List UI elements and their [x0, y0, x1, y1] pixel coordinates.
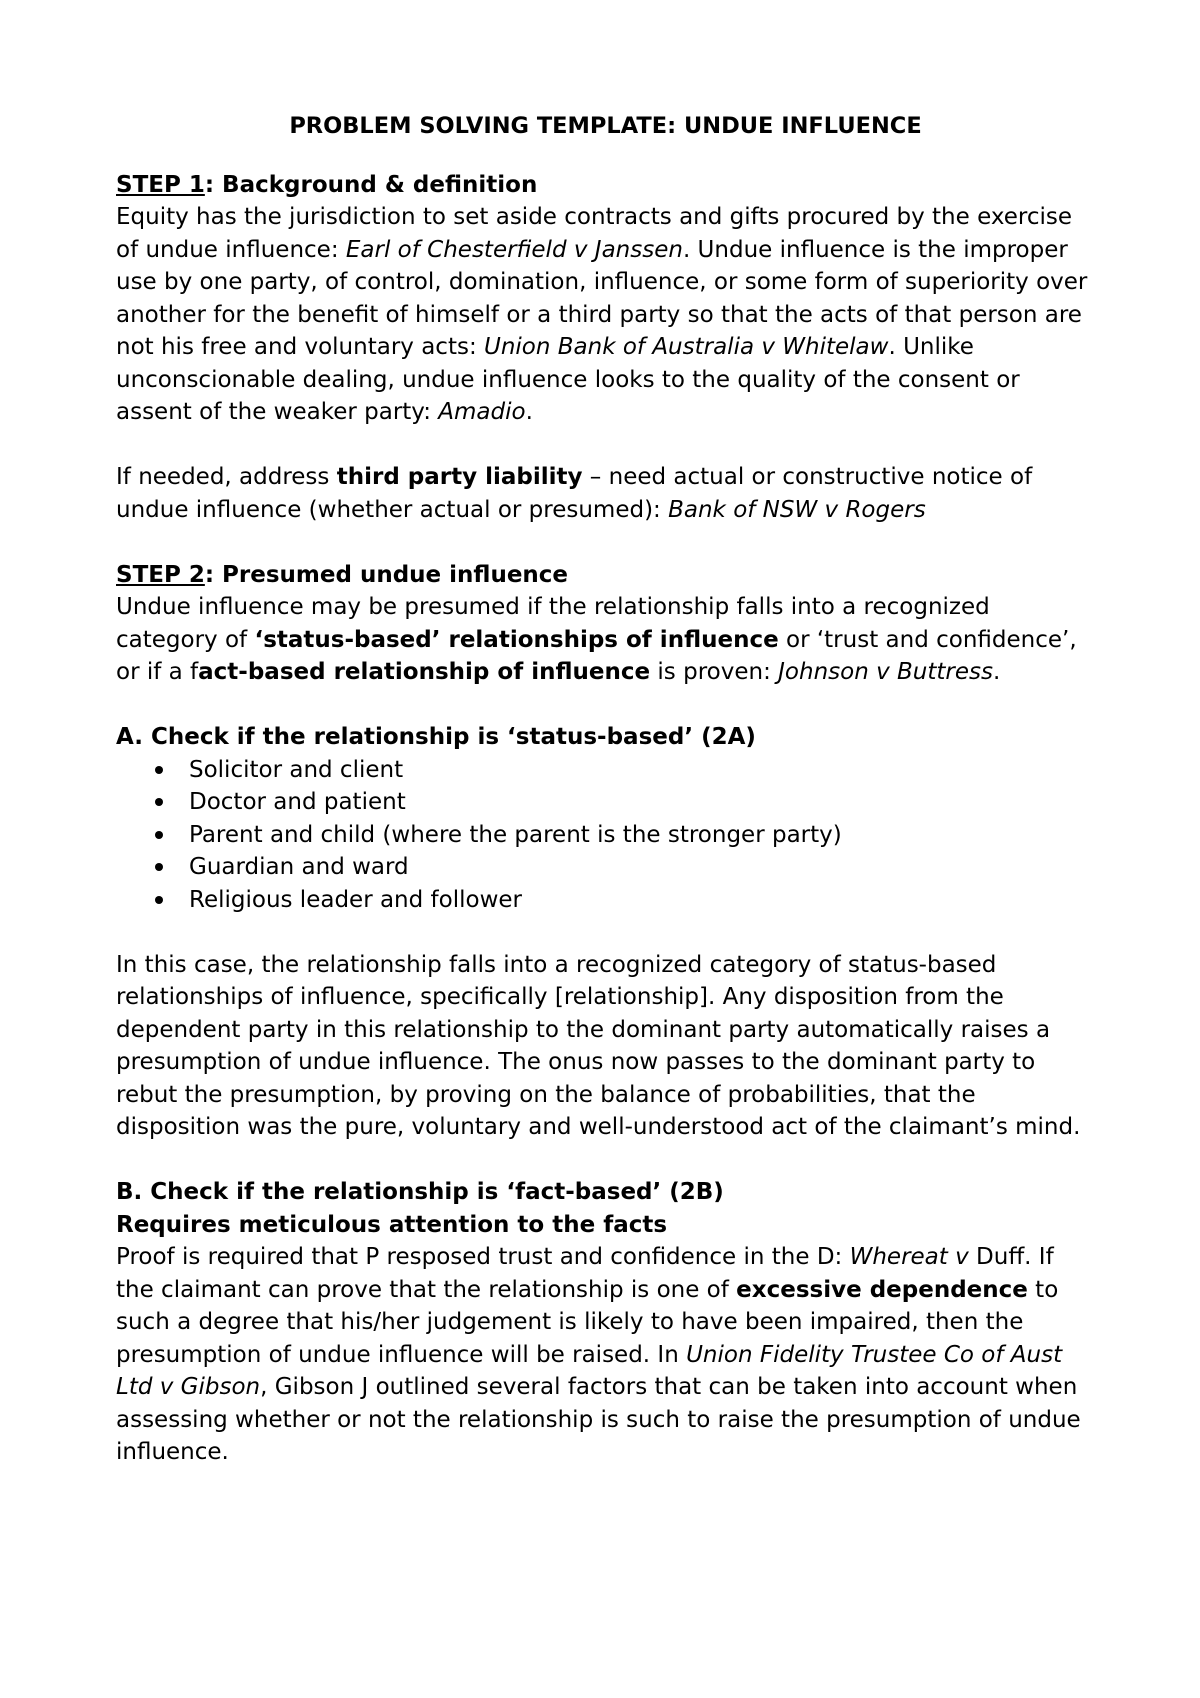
text-run: Proof is required that P resposed trust and confidence in the D:	[116, 1244, 850, 1270]
step2-heading-text: : Presumed undue influence	[204, 561, 569, 588]
text-run: , Gibson J outlined several factors that can be taken into account when assessing whether or not the relationship is such to raise the presumption of undue influence.	[116, 1374, 1081, 1465]
section-b-paragraph	[116, 1241, 1095, 1469]
list-item: Guardian and ward	[116, 851, 1095, 884]
text-run: Duff. If the claimant can prove that the relationship is one of	[116, 1244, 1054, 1303]
text-run: . Undue influence is the improper use by one party, of control, domination, influence, or some form of superiority over another for the benefit of himself or a third party so that the acts of that person are not his free and voluntary acts:	[116, 236, 1088, 360]
step2-label: STEP 2	[116, 561, 205, 588]
section-b-heading	[116, 1176, 1095, 1209]
list-item: Solicitor and client	[116, 754, 1095, 787]
step1-label: STEP 1	[116, 171, 205, 198]
bold-term: third party liability	[336, 464, 583, 490]
section-b-subheading-text: Requires meticulous attention to the facts	[116, 1211, 668, 1238]
text-run: is proven:	[650, 659, 779, 685]
text-run: .	[992, 659, 1001, 685]
list-item: Doctor and patient	[116, 786, 1095, 819]
step1-definition-paragraph	[116, 201, 1095, 429]
third-party-paragraph	[116, 461, 1095, 526]
spacer	[116, 916, 1095, 949]
text-run: Undue influence may be presumed if the relationship falls into a recognized category of	[116, 594, 990, 653]
spacer	[116, 689, 1095, 722]
section-b-subheading	[116, 1209, 1095, 1242]
case-citation: Amadio	[438, 399, 526, 425]
text-run: .	[525, 399, 533, 425]
step1-heading-text: : Background & definition	[204, 171, 538, 198]
status-based-list	[116, 754, 1095, 917]
spacer	[116, 526, 1095, 559]
case-citation: Earl of Chesterfield v Janssen	[345, 236, 683, 263]
bold-term: excessive dependence	[736, 1276, 1028, 1303]
section-a-paragraph: In this case, the relationship falls into a recognized category of status-based relationships of influence, specifically [relationship]. Any disposition from the dependent party in this relationship to the dominant party automatically raises a presumption of undue influence. The onus now passes to the dominant party to rebut the presumption, by proving on the balance of probabilities, that the disposition was the pure, voluntary and well-understood act of the claimant’s mind.	[116, 951, 1081, 1140]
case-citation: Bank of NSW v Rogers	[668, 496, 926, 523]
case-citation: Johnson v Buttress	[778, 659, 993, 685]
spacer	[116, 149, 1095, 169]
text-run: – need actual or constructive notice of undue influence (whether actual or presumed):	[116, 464, 1033, 523]
section-a-heading	[116, 721, 1095, 754]
step2-heading	[116, 559, 1095, 592]
spacer	[116, 429, 1095, 462]
bold-term: act-based relationship of influence	[198, 659, 651, 685]
step1-heading	[116, 169, 1095, 202]
text-run: to such a degree that his/her judgement is likely to have been impaired, then the presumption of undue influence will be raised. In	[116, 1276, 1059, 1368]
list-item: Parent and child (where the parent is the stronger party)	[116, 819, 1095, 852]
section-b-heading-text: B. Check if the relationship is ‘fact-based’ (2B)	[116, 1179, 724, 1205]
case-citation: Union Bank of Australia v Whitelaw	[484, 334, 889, 360]
text-run: or ‘trust and confidence’, or if a f	[116, 626, 1077, 685]
text-run: . Unlike unconscionable dealing, undue influence looks to the quality of the consent or assent of the weaker party:	[116, 334, 1020, 425]
list-item: Religious leader and follower	[116, 884, 1095, 917]
text-run: If needed, address	[116, 464, 337, 490]
step2-paragraph	[116, 591, 1095, 689]
case-citation: Whereat v	[849, 1244, 969, 1270]
section-a-heading-text: A. Check if the relationship is ‘status-based’ (2A)	[116, 724, 756, 750]
spacer	[116, 1144, 1095, 1177]
bold-term: ‘status-based’ relationships of influence	[254, 626, 779, 653]
case-citation: Union Fidelity Trustee Co of Aust Ltd v Gibson	[116, 1341, 1063, 1400]
text-run: Equity has the jurisdiction to set aside contracts and gifts procured by the exercise of undue influence:	[116, 204, 1073, 263]
document-title: PROBLEM SOLVING TEMPLATE: UNDUE INFLUENCE	[289, 113, 922, 139]
